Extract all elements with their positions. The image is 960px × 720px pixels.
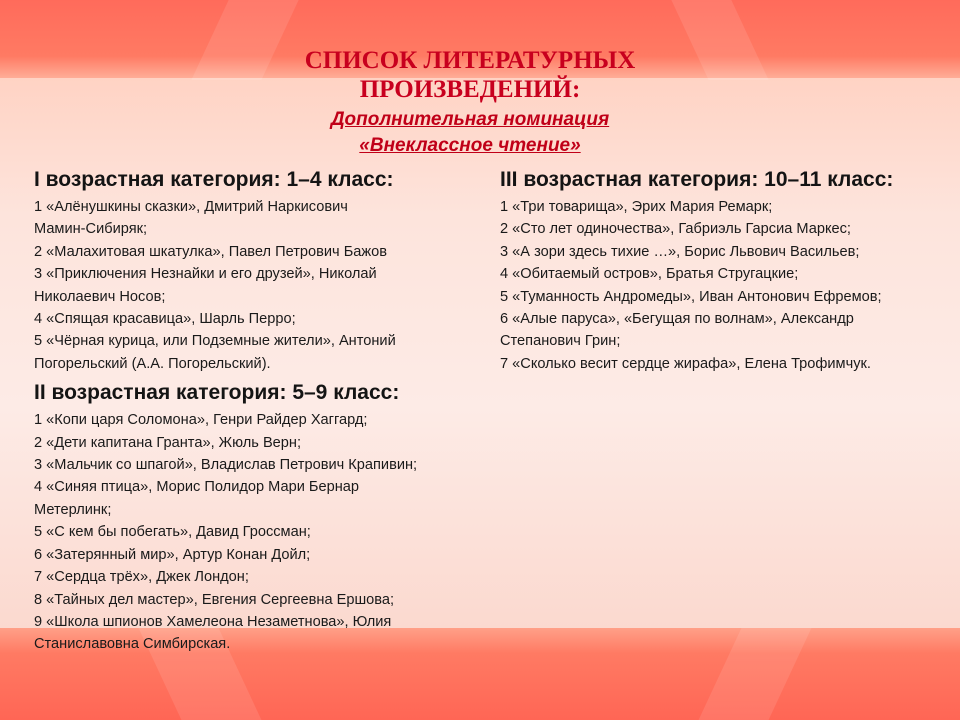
list-item: 4 «Синяя птица», Морис Полидор Мари Бернар bbox=[34, 479, 360, 496]
list-item: Степанович Грин; bbox=[500, 333, 621, 350]
list-item: 2 «Малахитовая шкатулка», Павел Петрович Бажов bbox=[34, 243, 388, 260]
category-2-heading: II возрастная категория: 5–9 класс: bbox=[34, 381, 400, 405]
list-item: Мамин-Сибиряк; bbox=[34, 221, 148, 238]
subtitle-line-2: «Внеклассное чтение» bbox=[359, 135, 581, 156]
list-item: Николаевич Носов; bbox=[34, 288, 166, 305]
right-column bbox=[500, 166, 950, 375]
list-item: 2 «Сто лет одиночества», Габриэль Гарсиа Маркес; bbox=[500, 221, 851, 238]
list-item: 4 «Обитаемый остров», Братья Стругацкие; bbox=[500, 266, 799, 283]
page-title-line-1: СПИСОК ЛИТЕРАТУРНЫХ bbox=[304, 47, 636, 74]
list-item: 2 «Дети капитана Гранта», Жюль Верн; bbox=[34, 434, 302, 451]
list-item: 5 «Туманность Андромеды», Иван Антонович Ефремов; bbox=[500, 288, 882, 305]
list-item: 5 «Чёрная курица, или Подземные жители», Антоний bbox=[34, 333, 396, 350]
list-item: Метерлинк; bbox=[34, 501, 112, 518]
list-item: 3 «Мальчик со шпагой», Владислав Петрович Крапивин; bbox=[34, 457, 418, 474]
category-2-list bbox=[34, 409, 494, 655]
category-1-list bbox=[34, 196, 494, 375]
list-item: 8 «Тайных дел мастер», Евгения Сергеевна Ершова; bbox=[34, 591, 395, 608]
list-item: 9 «Школа шпионов Хамелеона Незаметнова», Юлия bbox=[34, 613, 392, 630]
list-item: 6 «Алые паруса», «Бегущая по волнам», Александр bbox=[500, 311, 854, 328]
list-item: 7 «Сердца трёх», Джек Лондон; bbox=[34, 569, 249, 586]
list-item: 1 «Алёнушкины сказки», Дмитрий Наркисович bbox=[34, 199, 348, 215]
list-item: 4 «Спящая красавица», Шарль Перро; bbox=[34, 311, 296, 328]
list-item: 1 «Копи царя Соломона», Генри Райдер Хаггард; bbox=[34, 412, 368, 429]
list-item: Погорельский (А.А. Погорельский). bbox=[34, 355, 271, 372]
page-title-line-2: ПРОИЗВЕДЕНИЙ: bbox=[359, 76, 581, 103]
list-item: 5 «С кем бы побегать», Давид Гроссман; bbox=[34, 524, 311, 541]
category-3-list bbox=[500, 196, 950, 375]
subtitle-line-1: Дополнительная номинация bbox=[330, 109, 610, 130]
left-column bbox=[34, 166, 494, 656]
list-item: 6 «Затерянный мир», Артур Конан Дойл; bbox=[34, 546, 311, 563]
category-3-heading: III возрастная категория: 10–11 класс: bbox=[500, 168, 894, 191]
category-1-heading: I возрастная категория: 1–4 класс: bbox=[34, 168, 394, 191]
list-item: 7 «Сколько весит сердце жирафа», Елена Трофимчук. bbox=[500, 355, 871, 372]
list-item: Станиславовна Симбирская. bbox=[34, 636, 231, 653]
list-item: 1 «Три товарища», Эрих Мария Ремарк; bbox=[500, 199, 773, 215]
title-block bbox=[180, 46, 760, 159]
list-item: 3 «А зори здесь тихие …», Борис Львович Васильев; bbox=[500, 243, 860, 260]
list-item: 3 «Приключения Незнайки и его друзей», Николай bbox=[34, 266, 377, 283]
